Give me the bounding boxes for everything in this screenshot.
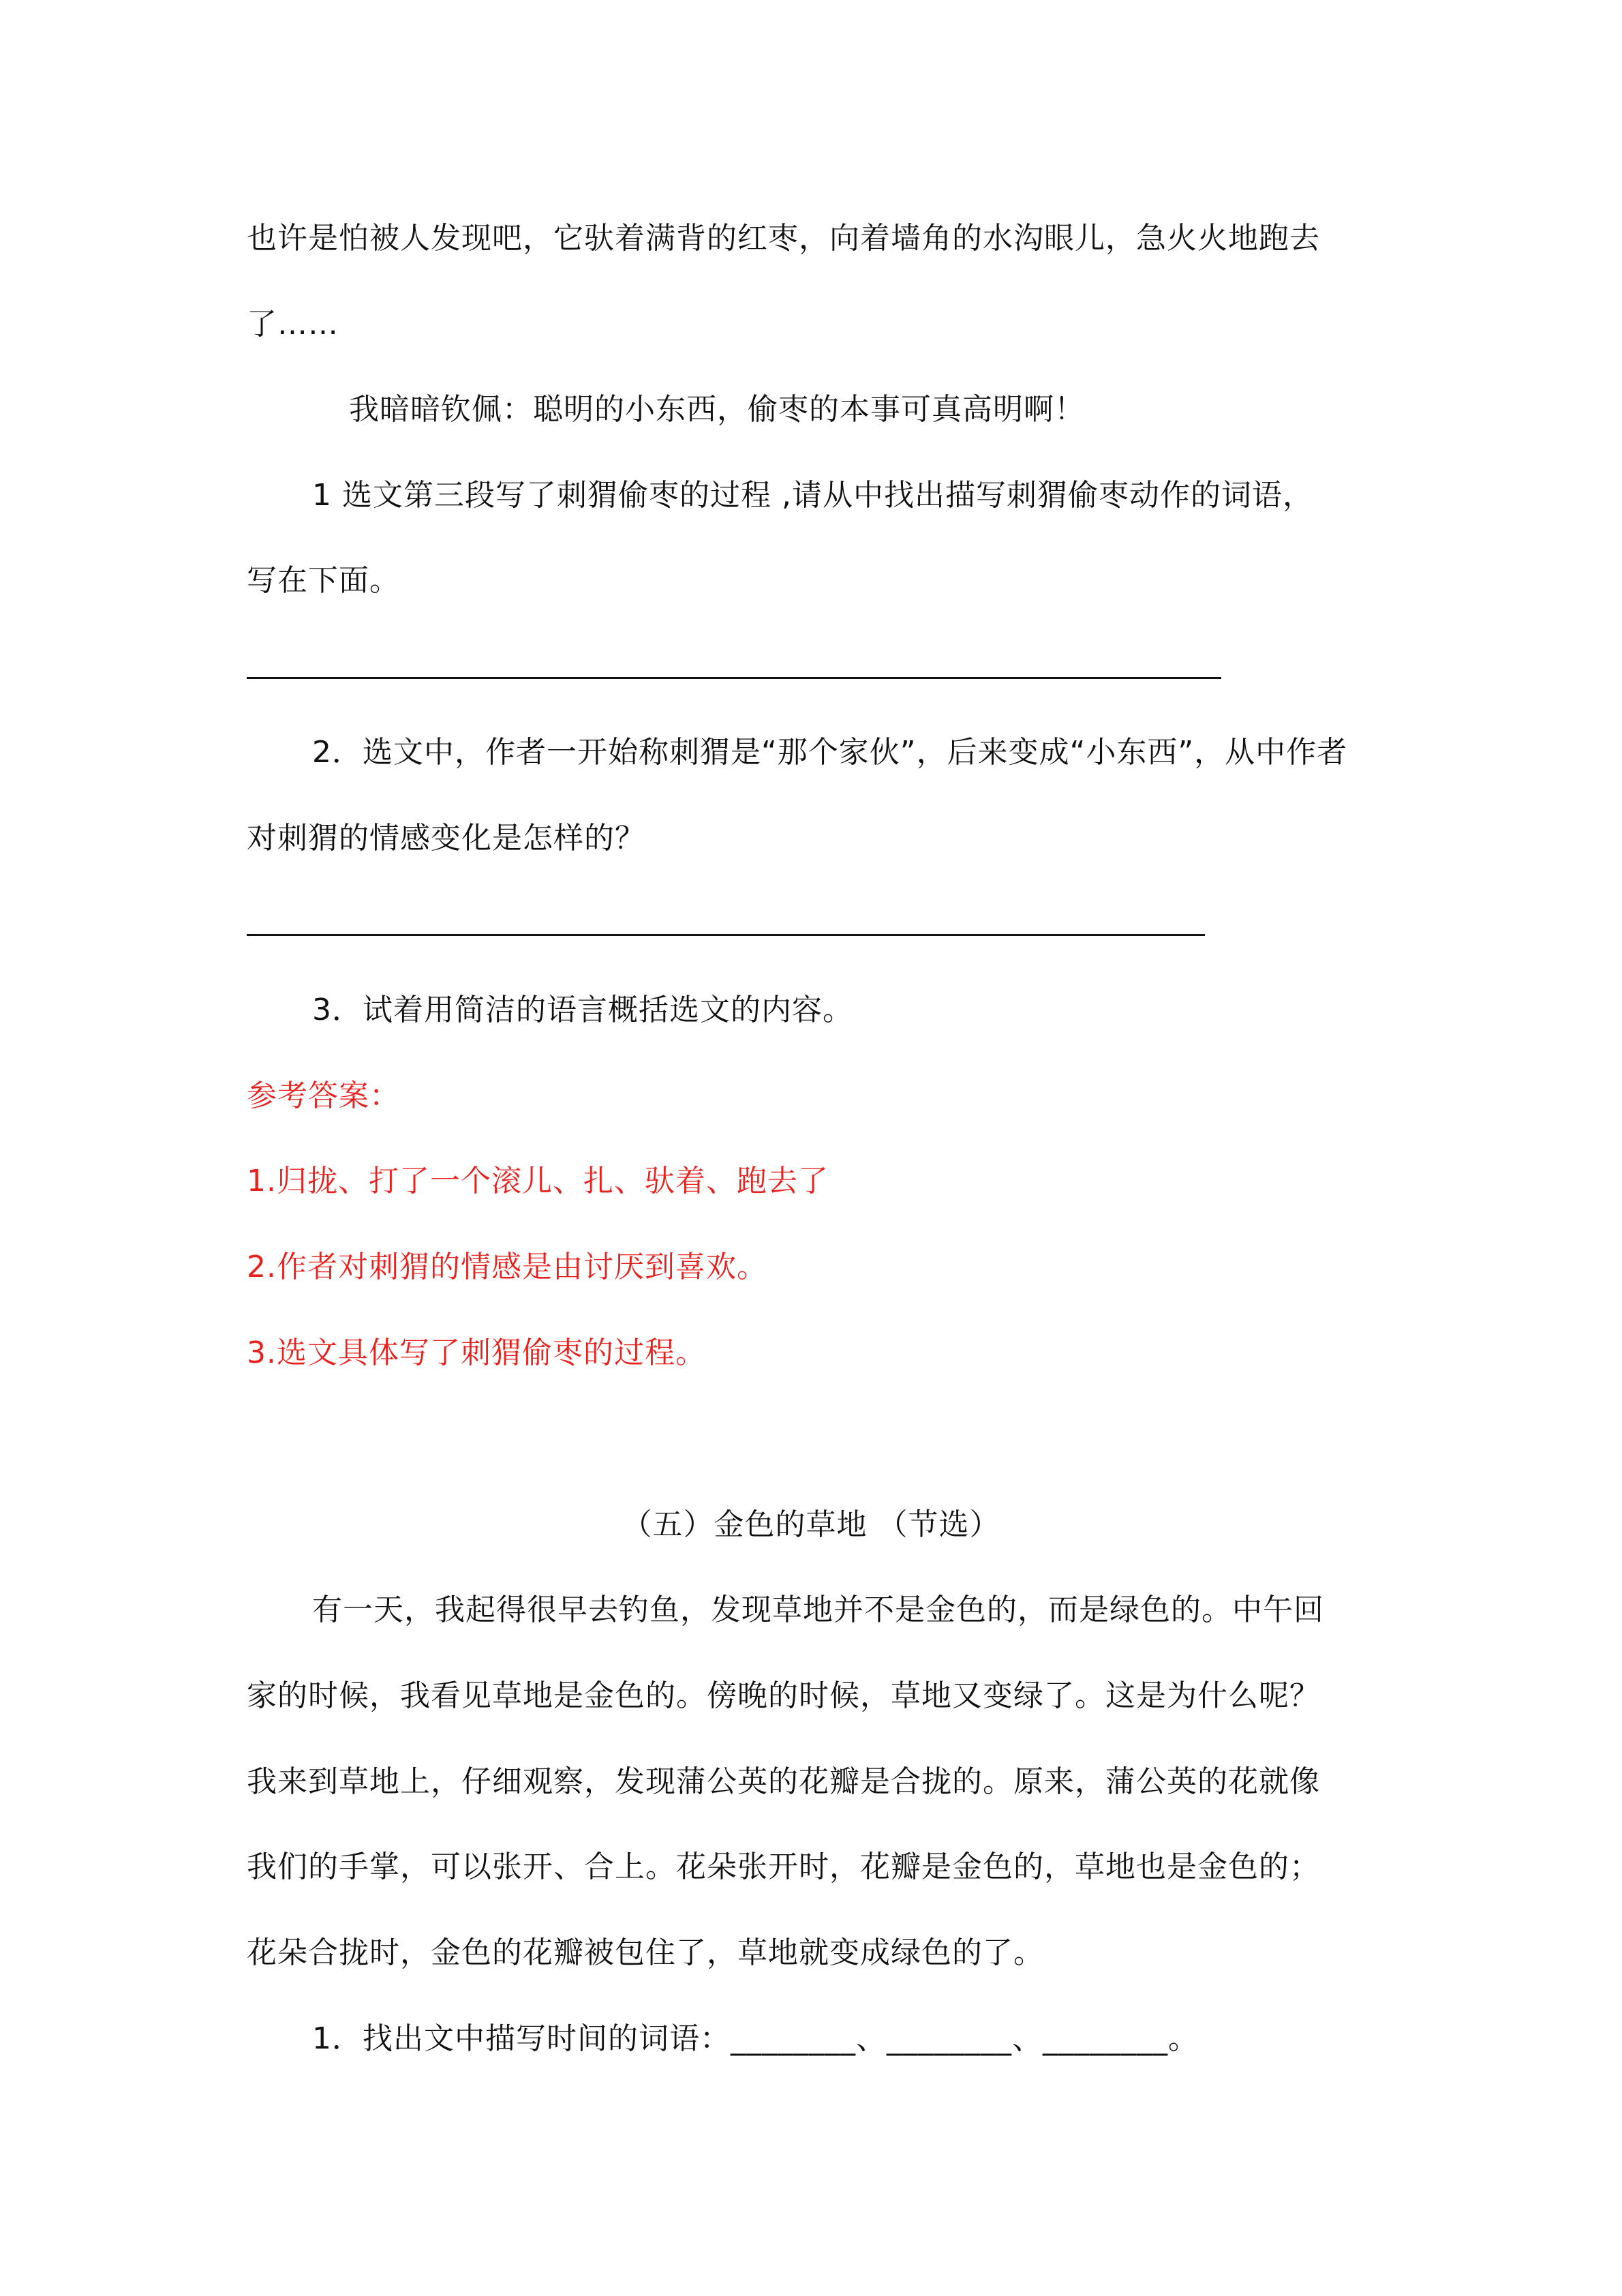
passage-line: 有一天，我起得很早去钓鱼，发现草地并不是金色的，而是绿色的。中午回 xyxy=(312,1592,1324,1627)
question-3-text: 3．试着用简洁的语言概括选文的内容。 xyxy=(312,993,853,1027)
question-1-text: 写在下面。 xyxy=(247,563,400,598)
passage-line: 家的时候，我看见草地是金色的。傍晚的时候，草地又变绿了。这是为什么呢？ xyxy=(247,1678,1320,1713)
answer-blank-line xyxy=(247,677,1221,679)
question-2-text: 对刺猬的情感变化是怎样的？ xyxy=(247,821,645,856)
passage-line: 花朵合拢时，金色的花瓣被包住了，草地就变成绿色的了。 xyxy=(247,1935,1044,1970)
passage-exclamation: 我暗暗钦佩：聪明的小东西，偷枣的本事可真高明啊！ xyxy=(349,392,1085,427)
passage-line: 也许是怕被人发现吧，它驮着满背的红枣，向着墙角的水沟眼儿，急火火地跑去 xyxy=(247,221,1320,256)
answer-1: 1.归拢、打了一个滚儿、扎、驮着、跑去了 xyxy=(247,1164,829,1198)
passage-line: 我来到草地上，仔细观察，发现蒲公英的花瓣是合拢的。原来，蒲公英的花就像 xyxy=(247,1764,1320,1799)
section-title: （五）金色的草地 （节选） xyxy=(622,1507,1000,1542)
question-text: 1．找出文中描写时间的词语：________、________、________。 xyxy=(312,2021,1199,2056)
question-2-text: 2．选文中，作者一开始称刺猬是“那个家伙”，后来变成“小东西”，从中作者 xyxy=(312,735,1348,770)
answer-blank-line xyxy=(247,934,1205,936)
passage-line: 我们的手掌，可以张开、合上。花朵张开时，花瓣是金色的，草地也是金色的； xyxy=(247,1849,1320,1884)
passage-line: 了…… xyxy=(247,307,339,342)
answer-heading: 参考答案： xyxy=(247,1078,400,1113)
answer-2: 2.作者对刺猬的情感是由讨厌到喜欢。 xyxy=(247,1250,767,1284)
question-1-text: 1 选文第三段写了刺猬偷枣的过程 ,请从中找出描写刺猬偷枣动作的词语， xyxy=(312,478,1313,513)
answer-3: 3.选文具体写了刺猬偷枣的过程。 xyxy=(247,1335,706,1370)
